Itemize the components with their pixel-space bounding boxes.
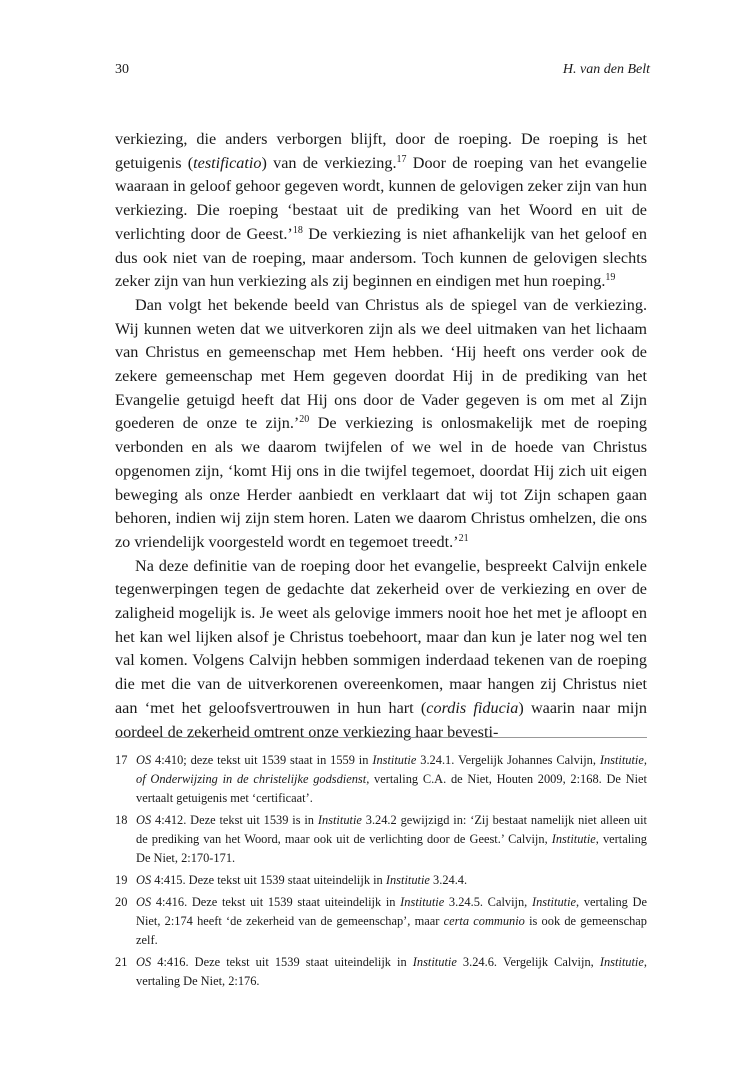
page-number: 30 [115, 62, 129, 77]
text-run: OS [136, 873, 152, 887]
text-run: Institutie [385, 873, 430, 887]
text-run: 3.24.4. [429, 873, 468, 887]
text-run: verkiezing, die anders verborgen blijft, door de roeping. De roeping is het getuigenis ( [115, 130, 647, 172]
text-run: ) van de verkiezing. [261, 153, 397, 172]
footnote-text [136, 751, 647, 808]
footnote-20 [115, 893, 647, 950]
text-run: Dan volgt het bekende beeld van Christus als de spiegel van de verkiezing. Wij kunnen weten dat we uitverkoren zijn als we deel uitmaken van het lichaam van Christus en gemeenschap met Hem hebben. ‘Hij heeft ons verder ook de zekere gemeenschap met Hem gegeven doordat Hij in de prediking van het Evangelie getuigd heeft dat Hij ons door de Vader gegeven is om met al Zijn goederen de onze te zijn.’ [115, 295, 647, 433]
footnote-18 [115, 811, 647, 868]
latin-term: cordis fiducia [426, 698, 519, 717]
footnote-21 [115, 953, 647, 991]
footnote-number: 17 [115, 753, 128, 767]
footnote-17 [115, 751, 647, 808]
footnote-text [136, 953, 647, 991]
text-run: OS [136, 895, 152, 909]
footnote-ref-17[interactable]: 17 [396, 153, 407, 165]
text-run: 4:416. Deze tekst uit 1539 staat uiteindelijk in [151, 895, 401, 909]
text-run: Institutie [531, 895, 577, 909]
running-head: H. van den Belt [562, 62, 650, 77]
footnote-ref-21[interactable]: 21 [458, 532, 469, 544]
text-run: De verkiezing is onlosmakelijk met de roeping verbonden en als we daarom twijfelen of we wel in de hoede van Christus opgenomen zijn, ‘komt Hij ons in die twijfel tegemoet, doordat Hij zich uit eigen beweging als onze Herder aanbiedt en verklaart dat wij tot Zijn schapen gaan behoren, indien wij zijn stem horen. Laten we daarom Christus omhelzen, die ons zo vriendelijk voorgesteld wordt en tegemoet treedt.’ [115, 414, 647, 551]
text-run: 4:410; deze tekst uit 1539 staat in 1559 in [151, 753, 373, 767]
text-run: 3.24.5. Calvijn, [444, 895, 532, 909]
body-text [115, 128, 647, 744]
text-run: Institutie [412, 955, 457, 969]
text-run: OS [136, 753, 152, 767]
text-run: certa communio [443, 914, 525, 928]
footnote-text [136, 893, 647, 950]
text-run: 4:415. Deze tekst uit 1539 staat uiteindelijk in [151, 873, 386, 887]
text-run: Institutie [400, 895, 445, 909]
text-run: 4:416. Deze tekst uit 1539 staat uiteindelijk in [151, 955, 413, 969]
footnote-separator [115, 737, 647, 738]
paragraph-3 [115, 555, 647, 745]
footnote-ref-18[interactable]: 18 [292, 224, 303, 236]
paragraph-2 [115, 294, 647, 555]
text-run: OS [136, 955, 152, 969]
footnote-number: 21 [115, 955, 128, 969]
footnote-text [136, 811, 647, 868]
text-run: De verkiezing is niet afhankelijk van het geloof en dus ook niet van de roeping, maar andersom. Toch kunnen de gelovigen slechts zeker zijn van hun verkiezing als zij beginnen en eindigen met hun roeping. [115, 224, 647, 291]
footnote-number: 19 [115, 873, 128, 887]
text-run: Na deze definitie van de roeping door het evangelie, bespreekt Calvijn enkele tegenwerpingen tegen de gedachte dat zekerheid over de verkiezing en over de zaligheid mogelijk is. Je weet als gelovige immers nooit hoe het met je afloopt en het kan wel lijken alsof je Christus toebehoort, maar dan kun je later nog wel ten val komen. Volgens Calvijn hebben sommigen inderdaad tekenen van de roeping die met die van de uitverkorenen overeenkomen, maar hangen zij Christus niet aan ‘met het geloofsvertrouwen in hun hart ( [115, 556, 647, 717]
latin-term: testificatio [193, 153, 262, 172]
footnote-number: 20 [115, 895, 128, 909]
text-run: , vertaling De Niet, 2:170-171. [136, 832, 647, 865]
footnote-number: 18 [115, 813, 128, 827]
text-run: is ook de gemeenschap zelf. [136, 914, 647, 947]
paragraph-1 [115, 128, 647, 294]
text-run: Institutie, of Onderwijzing in de christelijke godsdienst [136, 753, 647, 786]
footnote-text [136, 871, 647, 890]
footnotes [115, 751, 647, 994]
text-run: 4:412. Deze tekst uit 1539 is in [151, 813, 318, 827]
text-run: , vertaling C.A. de Niet, Houten 2009, 2:168. De Niet vertaalt getuigenis met ‘certificaat’. [136, 772, 647, 805]
text-run: , vertaling De Niet, 2:174 heeft ‘de zekerheid van de gemeenschap’, maar [136, 895, 647, 928]
text-run: 3.24.1. Vergelijk Johannes Calvijn, [416, 753, 600, 767]
text-run: Door de roeping van het evangelie waaraan in geloof gehoor gegeven wordt, kunnen de gelovigen zeker zijn van hun verkiezing. Die roeping ‘bestaat uit de prediking van het Woord en uit de verlichting door de Geest.’ [115, 153, 647, 243]
footnote-ref-19[interactable]: 19 [605, 272, 616, 284]
text-run: Institutie [551, 832, 596, 846]
footnote-19 [115, 871, 647, 890]
text-run: 3.24.6. Vergelijk Calvijn, [456, 955, 600, 969]
footnote-ref-20[interactable]: 20 [299, 414, 310, 426]
text-run: , vertaling De Niet, 2:176. [136, 955, 647, 988]
text-run: Institutie [372, 753, 417, 767]
text-run: Institutie [599, 955, 644, 969]
text-run: 3.24.2 gewijzigd in: ‘Zij bestaat namelijk niet alleen uit de prediking van het Woord, maar ook uit de verlichting door de Geest.’ Calvijn, [136, 813, 647, 846]
text-run: OS [136, 813, 152, 827]
text-run: Institutie [317, 813, 362, 827]
text-run: ) waarin naar mijn oordeel de zekerheid omtrent onze verkiezing haar bevesti- [115, 698, 648, 741]
